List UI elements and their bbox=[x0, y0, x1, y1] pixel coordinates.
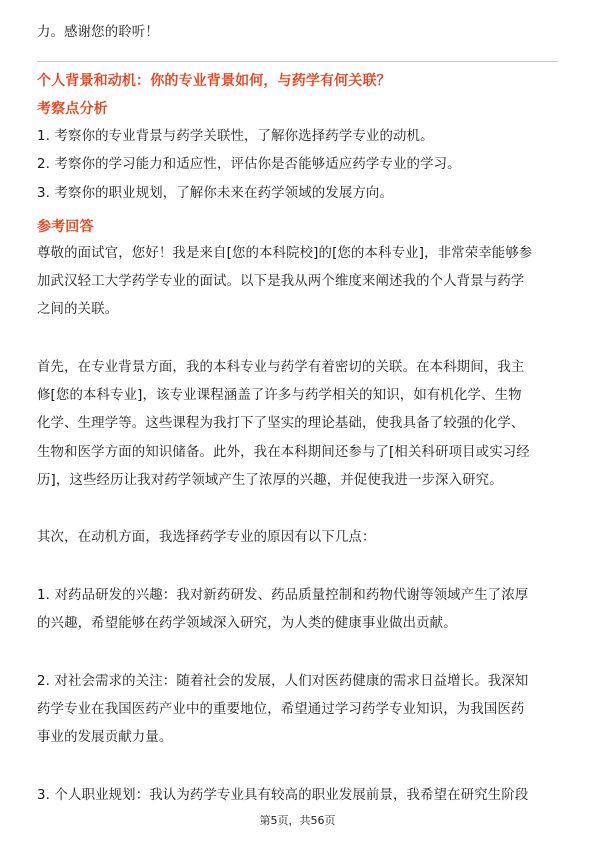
answer-line: 加武汉轻工大学药学专业的面试。以下是我从两个维度来阐述我的个人背景与药学 bbox=[37, 274, 525, 289]
answer-line: 生物和医学方面的知识储备。此外，我在本科期间还参与了[相关科研项目或实习经 bbox=[37, 445, 530, 460]
answer-line: 2. 对社会需求的关注：随着社会的发展，人们对医药健康的需求日益增长。我深知 bbox=[37, 674, 529, 689]
answer-line: 修[您的本科专业]，该专业课程涵盖了许多与药学相关的知识，如有机化学、生物 bbox=[37, 388, 522, 403]
answer-line: 首先，在专业背景方面，我的本科专业与药学有着密切的关联。在本科期间，我主 bbox=[37, 360, 525, 375]
answer-line: 事业的发展贡献力量。 bbox=[37, 730, 173, 745]
answer-line: 尊敬的面试官，您好！我是来自[您的本科院校]的[您的本科专业]，非常荣幸能够参 bbox=[37, 246, 533, 261]
previous-answer-end: 力。感谢您的聆听！ bbox=[37, 25, 159, 40]
page-number-footer: 第5页，共56页 bbox=[259, 814, 336, 827]
question-heading: 个人背景和动机：你的专业背景如何，与药学有何关联？ bbox=[37, 73, 391, 89]
analysis-heading: 考察点分析 bbox=[37, 101, 108, 117]
analysis-item: 2. 考察你的学习能力和适应性，评估你是否能够适应药学专业的学习。 bbox=[37, 157, 461, 172]
answer-heading: 参考回答 bbox=[37, 219, 94, 235]
answer-line: 1. 对药品研发的兴趣：我对新药研发、药品质量控制和药物代谢等领域产生了浓厚 bbox=[37, 588, 529, 603]
analysis-item: 3. 考察你的职业规划，了解你未来在药学领域的发展方向。 bbox=[37, 186, 393, 201]
answer-line: 3. 个人职业规划：我认为药学专业具有较高的职业发展前景，我希望在研究生阶段 bbox=[37, 788, 529, 803]
answer-line: 的兴趣，希望能够在药学领域深入研究，为人类的健康事业做出贡献。 bbox=[37, 616, 457, 631]
answer-line: 药学专业在我国医药产业中的重要地位，希望通过学习药学专业知识，为我国医药 bbox=[37, 702, 525, 717]
answer-line: 化学、生理学等。这些课程为我打下了坚实的理论基础，使我具备了较强的化学、 bbox=[37, 416, 525, 431]
answer-line: 之间的关联。 bbox=[37, 302, 119, 317]
answer-line: 历]，这些经历让我对药学领域产生了浓厚的兴趣，并促使我进一步深入研究。 bbox=[37, 473, 503, 488]
answer-line: 其次，在动机方面，我选择药学专业的原因有以下几点： bbox=[37, 530, 376, 545]
divider bbox=[37, 61, 558, 62]
analysis-item: 1. 考察你的专业背景与药学关联性，了解你选择药学专业的动机。 bbox=[37, 129, 434, 144]
